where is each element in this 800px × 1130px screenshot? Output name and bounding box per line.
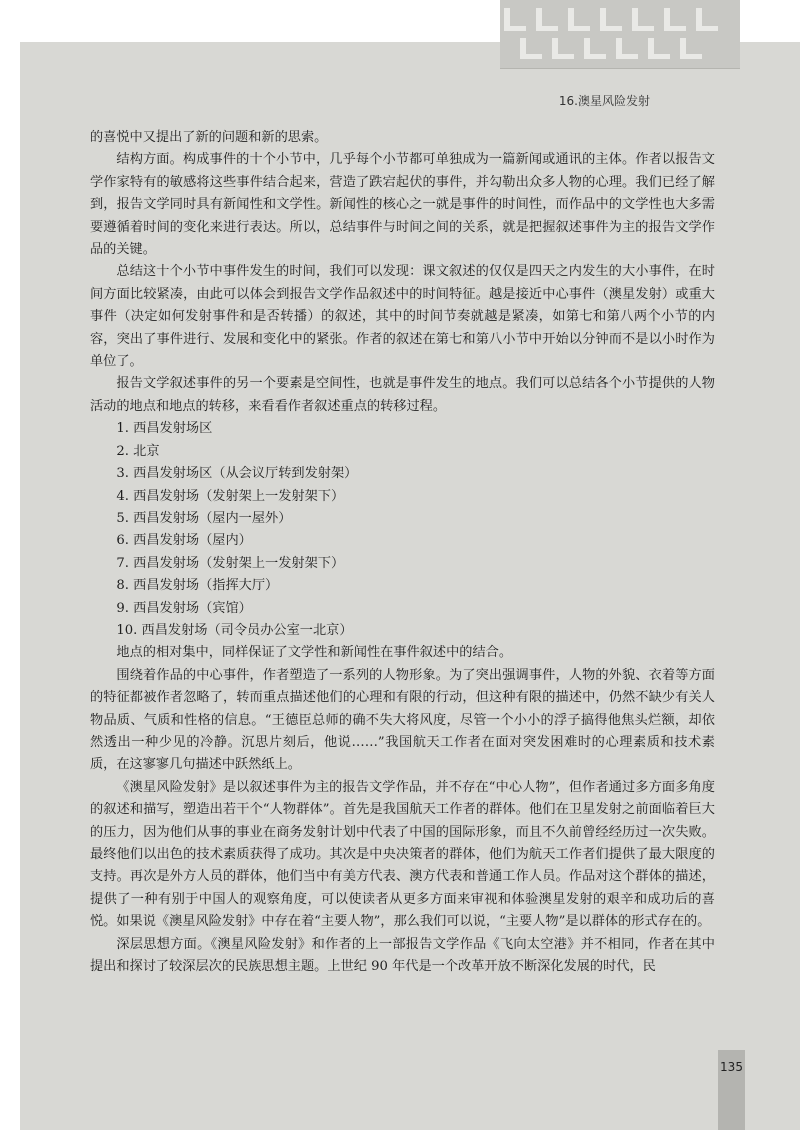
running-head-title: 16.澳星风险发射 <box>558 94 650 108</box>
paragraph: 围绕着作品的中心事件，作者塑造了一系列的人物形象。为了突出强调事件，人物的外貌、衣着等方面的特征都被作者忽略了，转而重点描述他们的心理和有限的行动，但这种有限的描述中，仍然不缺少有关人物品质、气质和性格的信息。“王德臣总师的确不失大将风度，尽管一个小小的浮子搞得他焦头烂额，却依然透出一种少见的冷静。沉思片刻后，他说……”我国航天工作者在面对突发困难时的心理素质和技术素质，在这寥寥几句描述中跃然纸上。 <box>90 667 715 773</box>
paragraph: 的喜悦中又提出了新的问题和新的思索。 <box>90 130 328 145</box>
list-item: 8. 西昌发射场（指挥大厅） <box>116 578 279 594</box>
page-number: 135 <box>720 1060 743 1074</box>
header-decoration <box>500 0 740 69</box>
paragraph: 结构方面。构成事件的十个小节中，几乎每个小节都可单独成为一篇新闻或通讯的主体。作者以报告文学作家特有的敏感将这些事件结合起来，营造了跌宕起伏的事件，并勾勒出众多人物的心理。我们已经了解到，报告文学同时具有新闻性和文学性。新闻性的核心之一就是事件的时间性，而作品中的文学性也大多需要遵循着时间的变化来进行表达。所以，总结事件与时间之间的关系，就是把握叙述事件为主的报告文学作品的关键。 <box>90 152 715 258</box>
list-item: 3. 西昌发射场区（从会议厅转到发射架） <box>116 466 358 482</box>
list-item: 4. 西昌发射场（发射架上一发射架下） <box>116 488 345 504</box>
list-item: 10. 西昌发射场（司令员办公室一北京） <box>116 622 353 638</box>
list-item: 5. 西昌发射场（屋内一屋外） <box>116 510 292 526</box>
paragraph: 报告文学叙述事件的另一个要素是空间性，也就是事件发生的地点。我们可以总结各个小节提供的人物活动的地点和地点的转移，来看看作者叙述重点的转移过程。 <box>90 376 715 414</box>
list-item: 7. 西昌发射场（发射架上一发射架下） <box>116 555 345 571</box>
location-list <box>90 418 715 642</box>
list-item: 2. 北京 <box>116 443 160 459</box>
paragraph: 总结这十个小节中事件发生的时间，我们可以发现：课文叙述的仅仅是四天之内发生的大小事件，在时间方面比较紧凑，由此可以体会到报告文学作品叙述中的时间特征。越是接近中心事件（澳星发射）或重大事件（决定如何发射事件和是否转播）的叙述，其中的时间节奏就越是紧凑，如第七和第八两个小节的内容，突出了事件进行、发展和变化中的紧张。作者的叙述在第七和第八小节中开始以分钟而不是以小时作为单位了。 <box>90 264 715 370</box>
body-text <box>90 127 715 978</box>
list-item: 1. 西昌发射场区 <box>116 421 213 437</box>
corner-pattern-icon <box>500 0 740 68</box>
paragraph: 地点的相对集中，同样保证了文学性和新闻性在事件叙述中的结合。 <box>116 645 513 661</box>
paragraph: 深层思想方面。《澳星风险发射》和作者的上一部报告文学作品《飞向太空港》并不相同，作者在其中提出和探讨了较深层次的民族思想主题。上世纪 90 年代是一个改革开放不断深化发展的时代，民 <box>90 936 715 975</box>
list-item: 9. 西昌发射场（宾馆） <box>116 600 252 616</box>
paragraph: 《澳星风险发射》是以叙述事件为主的报告文学作品，并不存在“中心人物”，但作者通过多方面多角度的叙述和描写，塑造出若干个“人物群体”。首先是我国航天工作者的群体。他们在卫星发射之前面临着巨大的压力，因为他们从事的事业在商务发射计划中代表了中国的国际形象，而且不久前曾经经历过一次失败。最终他们以出色的技术素质获得了成功。其次是中央决策者的群体，他们为航天工作者们提供了最大限度的支持。再次是外方人员的群体，他们当中有美方代表、澳方代表和普通工作人员。作品对这个群体的描述，提供了一种有别于中国人的观察角度，可以使读者从更多方面来审视和体验澳星发射的艰辛和成功后的喜悦。如果说《澳星风险发射》中存在着“主要人物”，那么我们可以说，“主要人物”是以群体的形式存在的。 <box>90 779 715 930</box>
list-item: 6. 西昌发射场（屋内） <box>116 533 252 549</box>
